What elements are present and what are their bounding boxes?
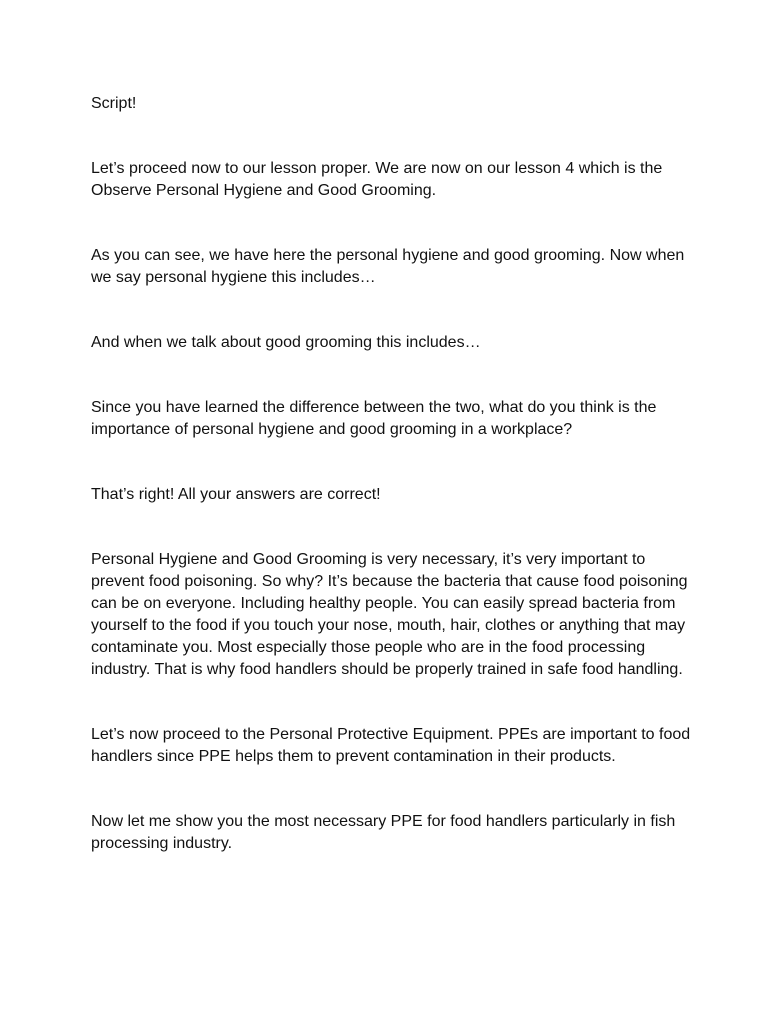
paragraph-ppe-fish-processing: Now let me show you the most necessary PPE for food handlers particularly in fish processing industry. <box>91 813 676 852</box>
document-body <box>91 93 691 898</box>
paragraph-ppe-intro: Let’s now proceed to the Personal Protective Equipment. PPEs are important to food handlers since PPE helps them to prevent contamination in their products. <box>91 726 691 765</box>
paragraph-importance-question: Since you have learned the difference between the two, what do you think is the importance of personal hygiene and good grooming in a workplace? <box>91 399 657 438</box>
paragraph-food-poisoning: Personal Hygiene and Good Grooming is very necessary, it’s very important to prevent food poisoning. So why? It’s because the bacteria that cause food poisoning can be on everyone. Including healthy people. You can easily spread bacteria from yourself to the food if you touch your nose, mouth, hair, clothes or anything that may contaminate you. Most especially those people who are in the food processing industry. That is why food handlers should be properly trained in safe food handling. <box>91 551 688 678</box>
paragraph-lesson-intro: Let’s proceed now to our lesson proper. We are now on our lesson 4 which is the Observe Personal Hygiene and Good Grooming. <box>91 160 663 199</box>
paragraph-personal-hygiene: As you can see, we have here the personal hygiene and good grooming. Now when we say personal hygiene this includes… <box>91 247 685 286</box>
paragraph-good-grooming: And when we talk about good grooming this includes… <box>91 334 481 351</box>
script-title: Script! <box>91 95 137 112</box>
paragraph-answers-correct: That’s right! All your answers are correct! <box>91 486 381 503</box>
